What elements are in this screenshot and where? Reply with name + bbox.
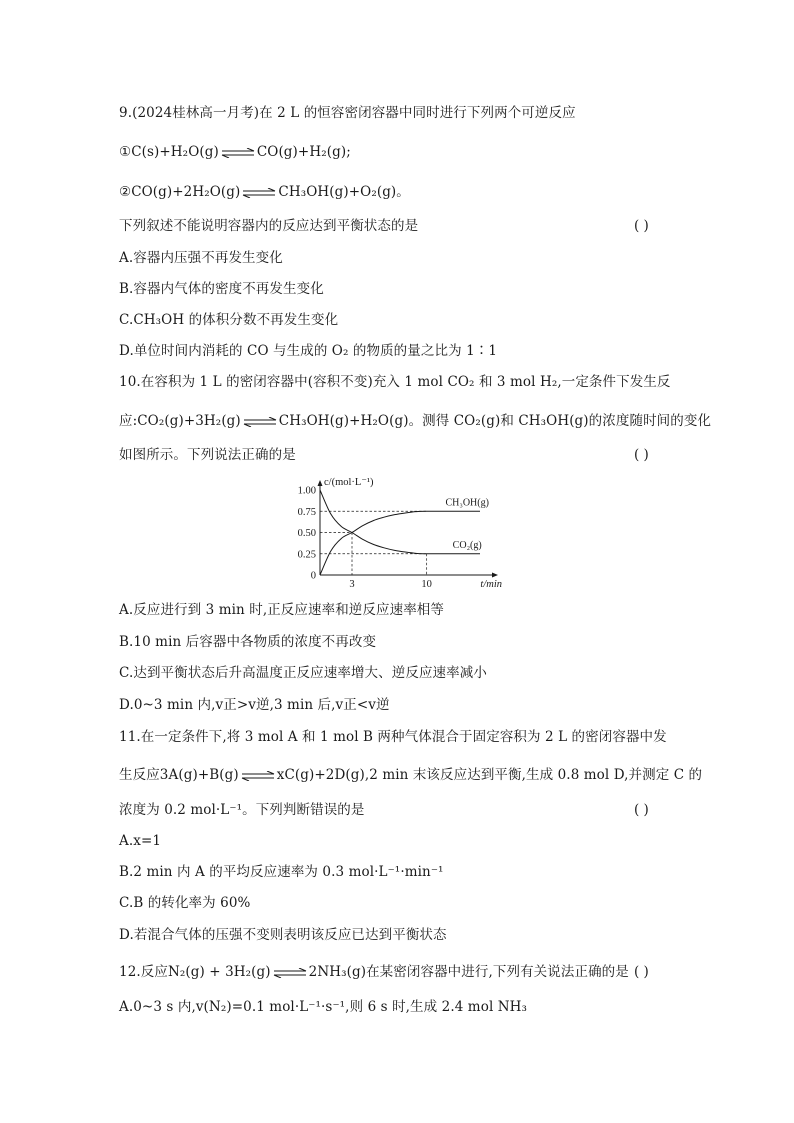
q9-option-d: D.单位时间内消耗的 CO 与生成的 O₂ 的物质的量之比为 1∶1 [119,343,498,359]
q9-answer-paren: ( ) [634,218,649,234]
q9-r1-right: CO(g)+H₂(g); [256,144,351,160]
equilibrium-arrow-icon [241,771,275,781]
q11-option-b: B.2 min 内 A 的平均反应速率为 0.3 mol·L⁻¹·min⁻¹ [119,864,444,880]
q10-line-3: 如图所示。下列说法正确的是 [119,447,296,463]
q11-option-d: D.若混合气体的压强不变则表明该反应已达到平衡状态 [119,927,447,943]
q11-line-2-right: xC(g)+2D(g),2 min 末该反应达到平衡,生成 0.8 mol D,并测定 C 的 [276,767,703,783]
q9-option-c: C.CH₃OH 的体积分数不再发生变化 [119,312,339,328]
q10-option-d: D.0~3 min 内,v正>v逆,3 min 后,v正<v逆 [119,697,390,713]
q10-line-2 [119,412,711,430]
q9-question: 下列叙述不能说明容器内的反应达到平衡状态的是 [119,218,419,234]
equilibrium-arrow-icon [273,968,307,978]
q9-option-b: B.容器内气体的密度不再发生变化 [119,281,324,297]
x-axis-arrow-icon [492,573,498,578]
q10-answer-paren: ( ) [634,447,649,463]
equilibrium-arrow-icon [243,417,277,427]
concentration-time-chart [280,474,510,592]
q11-line-3: 浓度为 0.2 mol·L⁻¹。下列判断错误的是 [119,802,365,818]
q10-option-b: B.10 min 后容器中各物质的浓度不再改变 [119,634,377,650]
q12-stem-right: 2NH₃(g)在某密闭容器中进行,下列有关说法正确的是 [308,964,629,980]
q9-reaction-1 [119,143,351,161]
equilibrium-arrow-icon [242,188,276,198]
x-tick-label: 3 [349,579,355,590]
q11-line-2-left: 生反应3A(g)+B(g) [119,767,239,783]
q12-answer-paren: ( ) [634,964,649,980]
q10-option-a: A.反应进行到 3 min 时,正反应速率和逆反应速率相等 [119,602,445,618]
q12-option-a: A.0~3 s 内,v(N₂)=0.1 mol·L⁻¹·s⁻¹,则 6 s 时,生成 2.4 mol NH₃ [119,999,528,1015]
series-label: CH₃OH(g) [445,497,489,509]
y-tick-label: 0.75 [297,506,316,518]
y-axis-arrow-icon [318,480,323,486]
y-tick-label: 1.00 [297,485,316,497]
y-tick-label: 0 [310,570,316,582]
q11-answer-paren: ( ) [634,802,649,818]
q10-line-1: 10.在容积为 1 L 的密闭容器中(容积不变)充入 1 mol CO₂ 和 3 mol H₂,一定条件下发生反 [119,374,671,390]
y-tick-label: 0.25 [297,549,316,561]
y-tick-label: 0.50 [297,528,316,539]
q9-r1-left: ①C(s)+H₂O(g) [119,144,219,160]
q10-line-2-left: 应:CO₂(g)+3H₂(g) [119,413,241,429]
q9-r2-right: CH₃OH(g)+O₂(g)。 [278,184,410,200]
q9-reaction-2 [119,183,410,201]
q10-option-c: C.达到平衡状态后升高温度正反应速率增大、逆反应速率减小 [119,665,487,681]
q11-line-1: 11.在一定条件下,将 3 mol A 和 1 mol B 两种气体混合于固定容积为 2 L 的密闭容器中发 [119,729,667,745]
q11-line-2 [119,766,702,784]
q10-line-2-right: CH₃OH(g)+H₂O(g)。测得 CO₂(g)和 CH₃OH(g)的浓度随时间的变化 [278,413,712,429]
x-tick-label: 10 [421,579,432,590]
x-axis-label: t/min [480,579,502,590]
q9-option-a: A.容器内压强不再发生变化 [119,250,283,266]
y-axis-label: c/(mol·L⁻¹) [324,477,374,488]
q11-option-c: C.B 的转化率为 60% [119,895,251,911]
equilibrium-arrow-icon [221,148,255,158]
q11-option-a: A.x=1 [119,833,162,849]
q9-stem: 9.(2024桂林高一月考)在 2 L 的恒容密闭容器中同时进行下列两个可逆反应 [119,105,576,121]
q9-r2-left: ②CO(g)+2H₂O(g) [119,184,241,200]
q12-stem [119,963,629,981]
series-label: CO₂(g) [452,539,482,551]
q12-stem-left: 12.反应N₂(g) + 3H₂(g) [119,964,271,980]
